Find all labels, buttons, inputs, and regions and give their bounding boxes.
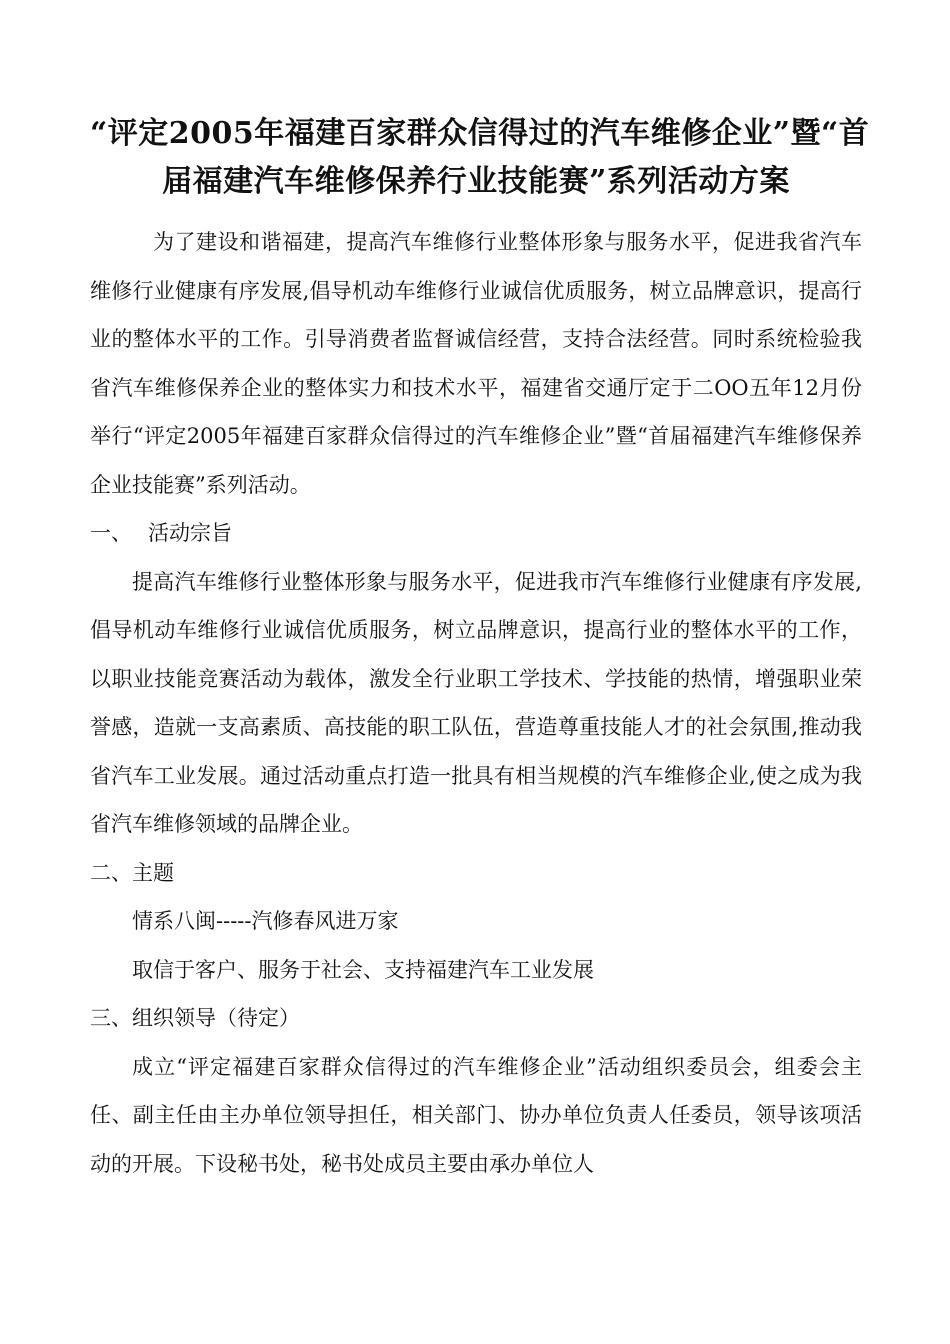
- section-1-paragraph: 提高汽车维修行业整体形象与服务水平，促进我市汽车维修行业健康有序发展,倡导机动车维修行业诚信优质服务，树立品牌意识，提高行业的整体水平的工作，以职业技能竞赛活动为载体，激发全行业职工学技术、学技能的热情，增强职业荣誉感，造就一支高素质、高技能的职工队伍，营造尊重技能人才的社会氛围,推动我省汽车工业发展。通过活动重点打造一批具有相当规模的汽车维修企业,使之成为我省汽车维修领域的品牌企业。: [90, 569, 862, 836]
- section-2-title: 主题: [132, 860, 174, 885]
- section-2-heading: [90, 849, 862, 898]
- title-line-2: 届福建汽车维修保养行业技能赛”系列活动方案: [162, 164, 790, 199]
- document-title: [90, 110, 870, 206]
- document-body: [90, 218, 862, 1188]
- section-2-number: 二、: [90, 860, 132, 885]
- theme-line-1: 情系八闽-----汽修春风进万家: [132, 909, 399, 933]
- section-3-paragraph: 成立“评定福建百家群众信得过的汽车维修企业”活动组织委员会，组委会主任、副主任由主办单位领导担任，相关部门、协办单位负责人任委员，领导该项活动的开展。下设秘书处，秘书处成员主要由承办单位人: [90, 1054, 862, 1176]
- section-3-title: 组织领导（待定）: [132, 1006, 300, 1030]
- section-3-number: 三、: [90, 1006, 132, 1030]
- section-1-heading: [90, 509, 862, 558]
- section-1-title: 活动宗旨: [148, 521, 232, 545]
- section-3-heading: [90, 994, 862, 1043]
- section-1-number: 一、: [90, 521, 132, 545]
- theme-line-2: 取信于客户、服务于社会、支持福建汽车工业发展: [132, 957, 594, 982]
- title-line-1: “评定2005年福建百家群众信得过的汽车维修企业”暨“首: [90, 116, 870, 151]
- document-page: [90, 110, 870, 1188]
- intro-paragraph: 为了建设和谐福建，提高汽车维修行业整体形象与服务水平，促进我省汽车维修行业健康有序发展,倡导机动车维修行业诚信优质服务，树立品牌意识，提高行业的整体水平的工作。引导消费者监督诚信经营，支持合法经营。同时系统检验我省汽车维修保养企业的整体实力和技术水平，福建省交通厅定于二OO五年12月份举行“评定2005年福建百家群众信得过的汽车维修企业”暨“首届福建汽车维修保养企业技能赛”系列活动。: [90, 230, 862, 497]
